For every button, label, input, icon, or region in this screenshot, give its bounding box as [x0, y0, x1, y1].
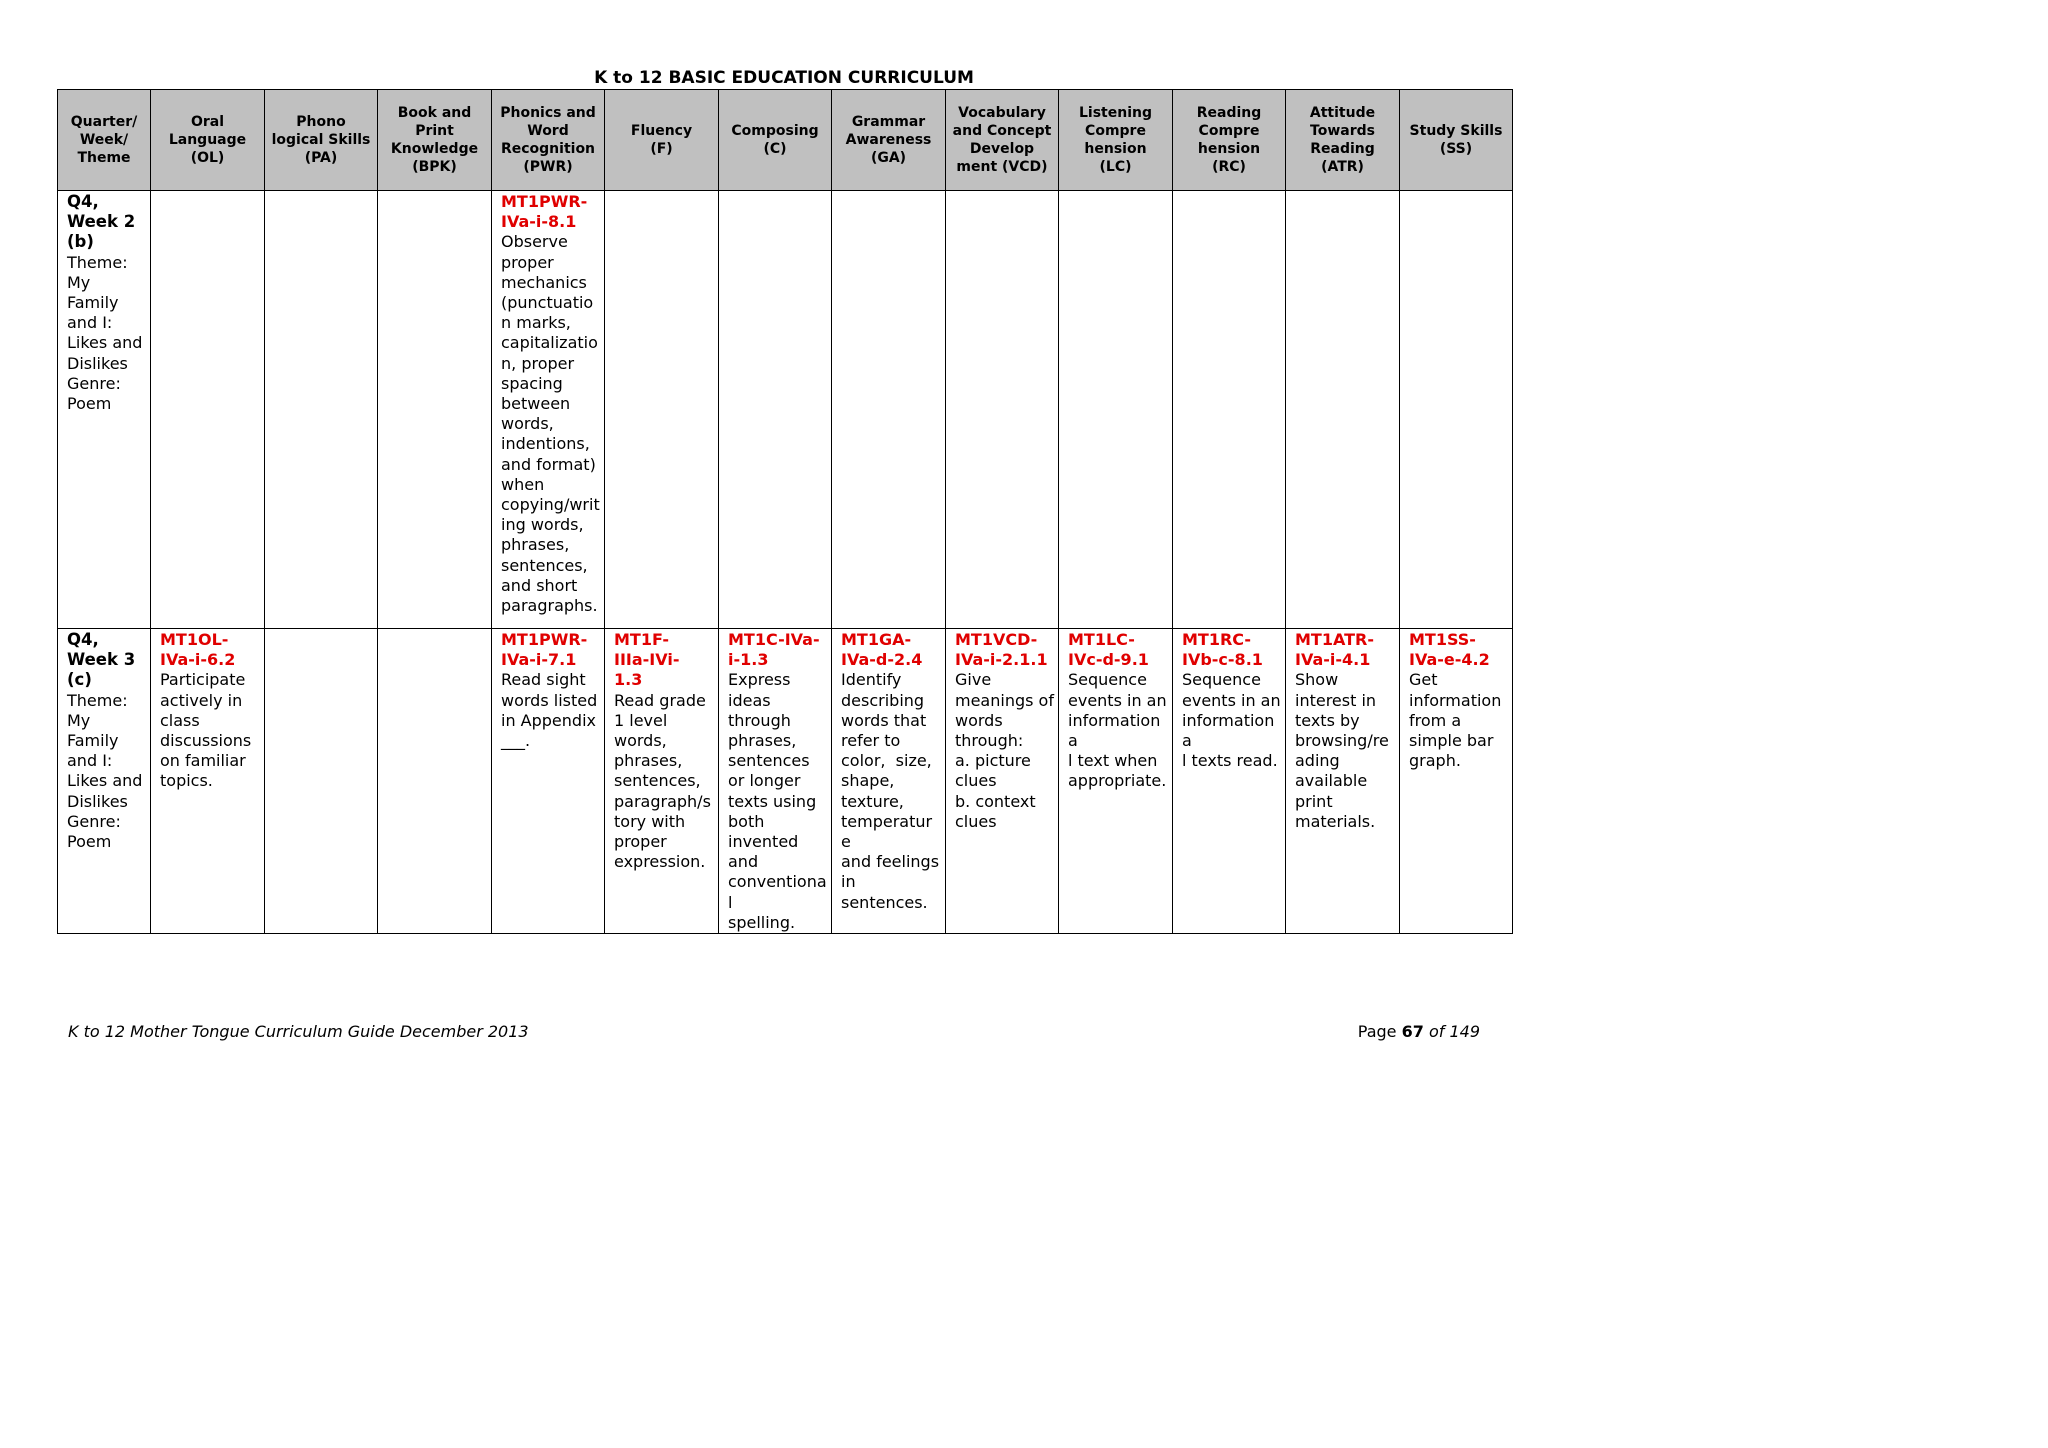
header-label: Vocabulary and Concept Develop ment (VCD) [952, 105, 1052, 175]
competency-code: MT1PWR- IVa-i-8.1 [501, 192, 588, 232]
week-label: Q4, Week 3 (c) [67, 630, 136, 690]
competency-code: MT1VCD- IVa-i-2.1.1 [955, 630, 1048, 670]
header-study-skills [1400, 90, 1513, 191]
cell-book-print-knowledge [378, 191, 492, 629]
competency-text: Sequence events in an informationa l text when appropriate. [1068, 670, 1167, 791]
cell-vocabulary-concept [946, 629, 1059, 934]
cell-listening-comprehension [1059, 191, 1173, 629]
cell-phonics-word-recognition [492, 629, 605, 934]
header-label: Phonics and Word Recognition (PWR) [500, 105, 596, 175]
competency-code: MT1SS- IVa-e-4.2 [1409, 630, 1490, 670]
competency-code: MT1F- IIIa-IVi- 1.3 [614, 630, 680, 690]
header-label: Phono logical Skills (PA) [271, 114, 371, 166]
competency-text: Give meanings of words through: a. picture clues b. context clues [955, 670, 1054, 831]
header-fluency [605, 90, 719, 191]
quarter-week-theme-cell [58, 191, 151, 629]
competency-text: Read sight words listed in Appendix ___. [501, 670, 598, 751]
week-label: Q4, Week 2 (b) [67, 192, 136, 252]
competency-text: Identify describing words that refer to color, size, shape, texture, temperature and feelings in sentences. [841, 670, 940, 912]
footer-page-number [1358, 1022, 1480, 1041]
cell-phonological-skills [265, 191, 378, 629]
competency-code: MT1OL- IVa-i-6.2 [160, 630, 236, 670]
table-row-week-3 [58, 629, 1513, 934]
header-phonological-skills [265, 90, 378, 191]
cell-composing [719, 629, 832, 934]
competency-text: Participate actively in class discussions on familiar topics. [160, 670, 252, 791]
header-book-print-knowledge [378, 90, 492, 191]
header-label: Composing (C) [731, 123, 819, 157]
header-label: Grammar Awareness (GA) [845, 114, 932, 166]
cell-study-skills [1400, 629, 1513, 934]
cell-reading-comprehension [1173, 191, 1286, 629]
header-label: Reading Compre hension (RC) [1196, 105, 1262, 175]
header-quarter-week-theme [58, 90, 151, 191]
cell-oral-language [151, 629, 265, 934]
header-label: Fluency (F) [630, 123, 693, 157]
cell-study-skills [1400, 191, 1513, 629]
header-label: Quarter/ Week/ Theme [70, 114, 138, 166]
competency-text: Read grade 1 level words, phrases, sentences, paragraph/s tory with proper expression. [614, 690, 711, 872]
cell-reading-comprehension [1173, 629, 1286, 934]
cell-fluency [605, 191, 719, 629]
header-vocabulary-concept [946, 90, 1059, 191]
cell-phonological-skills [265, 629, 378, 934]
competency-text: Get information from a simple bar graph. [1409, 670, 1502, 771]
cell-vocabulary-concept [946, 191, 1059, 629]
theme-genre-text: Theme: My Family and I: Likes and Dislikes Genre: Poem [67, 690, 143, 852]
quarter-week-theme-cell [58, 629, 151, 934]
cell-composing [719, 191, 832, 629]
header-label: Study Skills (SS) [1409, 123, 1503, 157]
header-composing [719, 90, 832, 191]
table-row-week-2 [58, 191, 1513, 629]
header-oral-language [151, 90, 265, 191]
curriculum-table [57, 89, 1513, 934]
cell-attitude-towards-reading [1286, 629, 1400, 934]
competency-code: MT1RC- IVb-c-8.1 [1182, 630, 1263, 670]
competency-code: MT1PWR- IVa-i-7.1 [501, 630, 588, 670]
cell-grammar-awareness [832, 191, 946, 629]
page-total: of 149 [1428, 1022, 1480, 1041]
header-label: Oral Language (OL) [168, 114, 247, 166]
competency-code: MT1ATR- IVa-i-4.1 [1295, 630, 1374, 670]
footer-guide-title: K to 12 Mother Tongue Curriculum Guide December 2013 [68, 1022, 529, 1041]
competency-text: Observe proper mechanics (punctuatio n marks, capitalizatio n, proper spacing between words, indentions, and format) when copying/writ ing words, phrases, sentences, and short paragraphs. [501, 232, 600, 616]
header-label: Attitude Towards Reading (ATR) [1309, 105, 1376, 175]
cell-grammar-awareness [832, 629, 946, 934]
competency-text: Express ideas through phrases, sentences or longer texts using both invented and conventional spelling. [728, 670, 827, 932]
header-reading-comprehension [1173, 90, 1286, 191]
header-label: Listening Compre hension (LC) [1079, 105, 1152, 175]
page-current: 67 [1401, 1022, 1424, 1041]
header-listening-comprehension [1059, 90, 1173, 191]
document-title: K to 12 BASIC EDUCATION CURRICULUM [594, 68, 974, 88]
cell-listening-comprehension [1059, 629, 1173, 934]
cell-book-print-knowledge [378, 629, 492, 934]
page-prefix: Page [1357, 1022, 1397, 1041]
cell-phonics-word-recognition [492, 191, 605, 629]
cell-oral-language [151, 191, 265, 629]
competency-text: Sequence events in an informationa l texts read. [1182, 670, 1281, 771]
theme-genre-text: Theme: My Family and I: Likes and Dislikes Genre: Poem [67, 252, 143, 414]
header-grammar-awareness [832, 90, 946, 191]
competency-code: MT1C-IVa- i-1.3 [728, 630, 820, 670]
competency-text: Show interest in texts by browsing/re ading available print materials. [1295, 670, 1389, 831]
competency-code: MT1LC- IVc-d-9.1 [1068, 630, 1149, 670]
competency-code: MT1GA- IVa-d-2.4 [841, 630, 923, 670]
header-attitude-towards-reading [1286, 90, 1400, 191]
cell-attitude-towards-reading [1286, 191, 1400, 629]
header-label: Book and Print Knowledge (BPK) [390, 105, 479, 175]
header-phonics-word-recognition [492, 90, 605, 191]
cell-fluency [605, 629, 719, 934]
header-row [58, 90, 1513, 191]
